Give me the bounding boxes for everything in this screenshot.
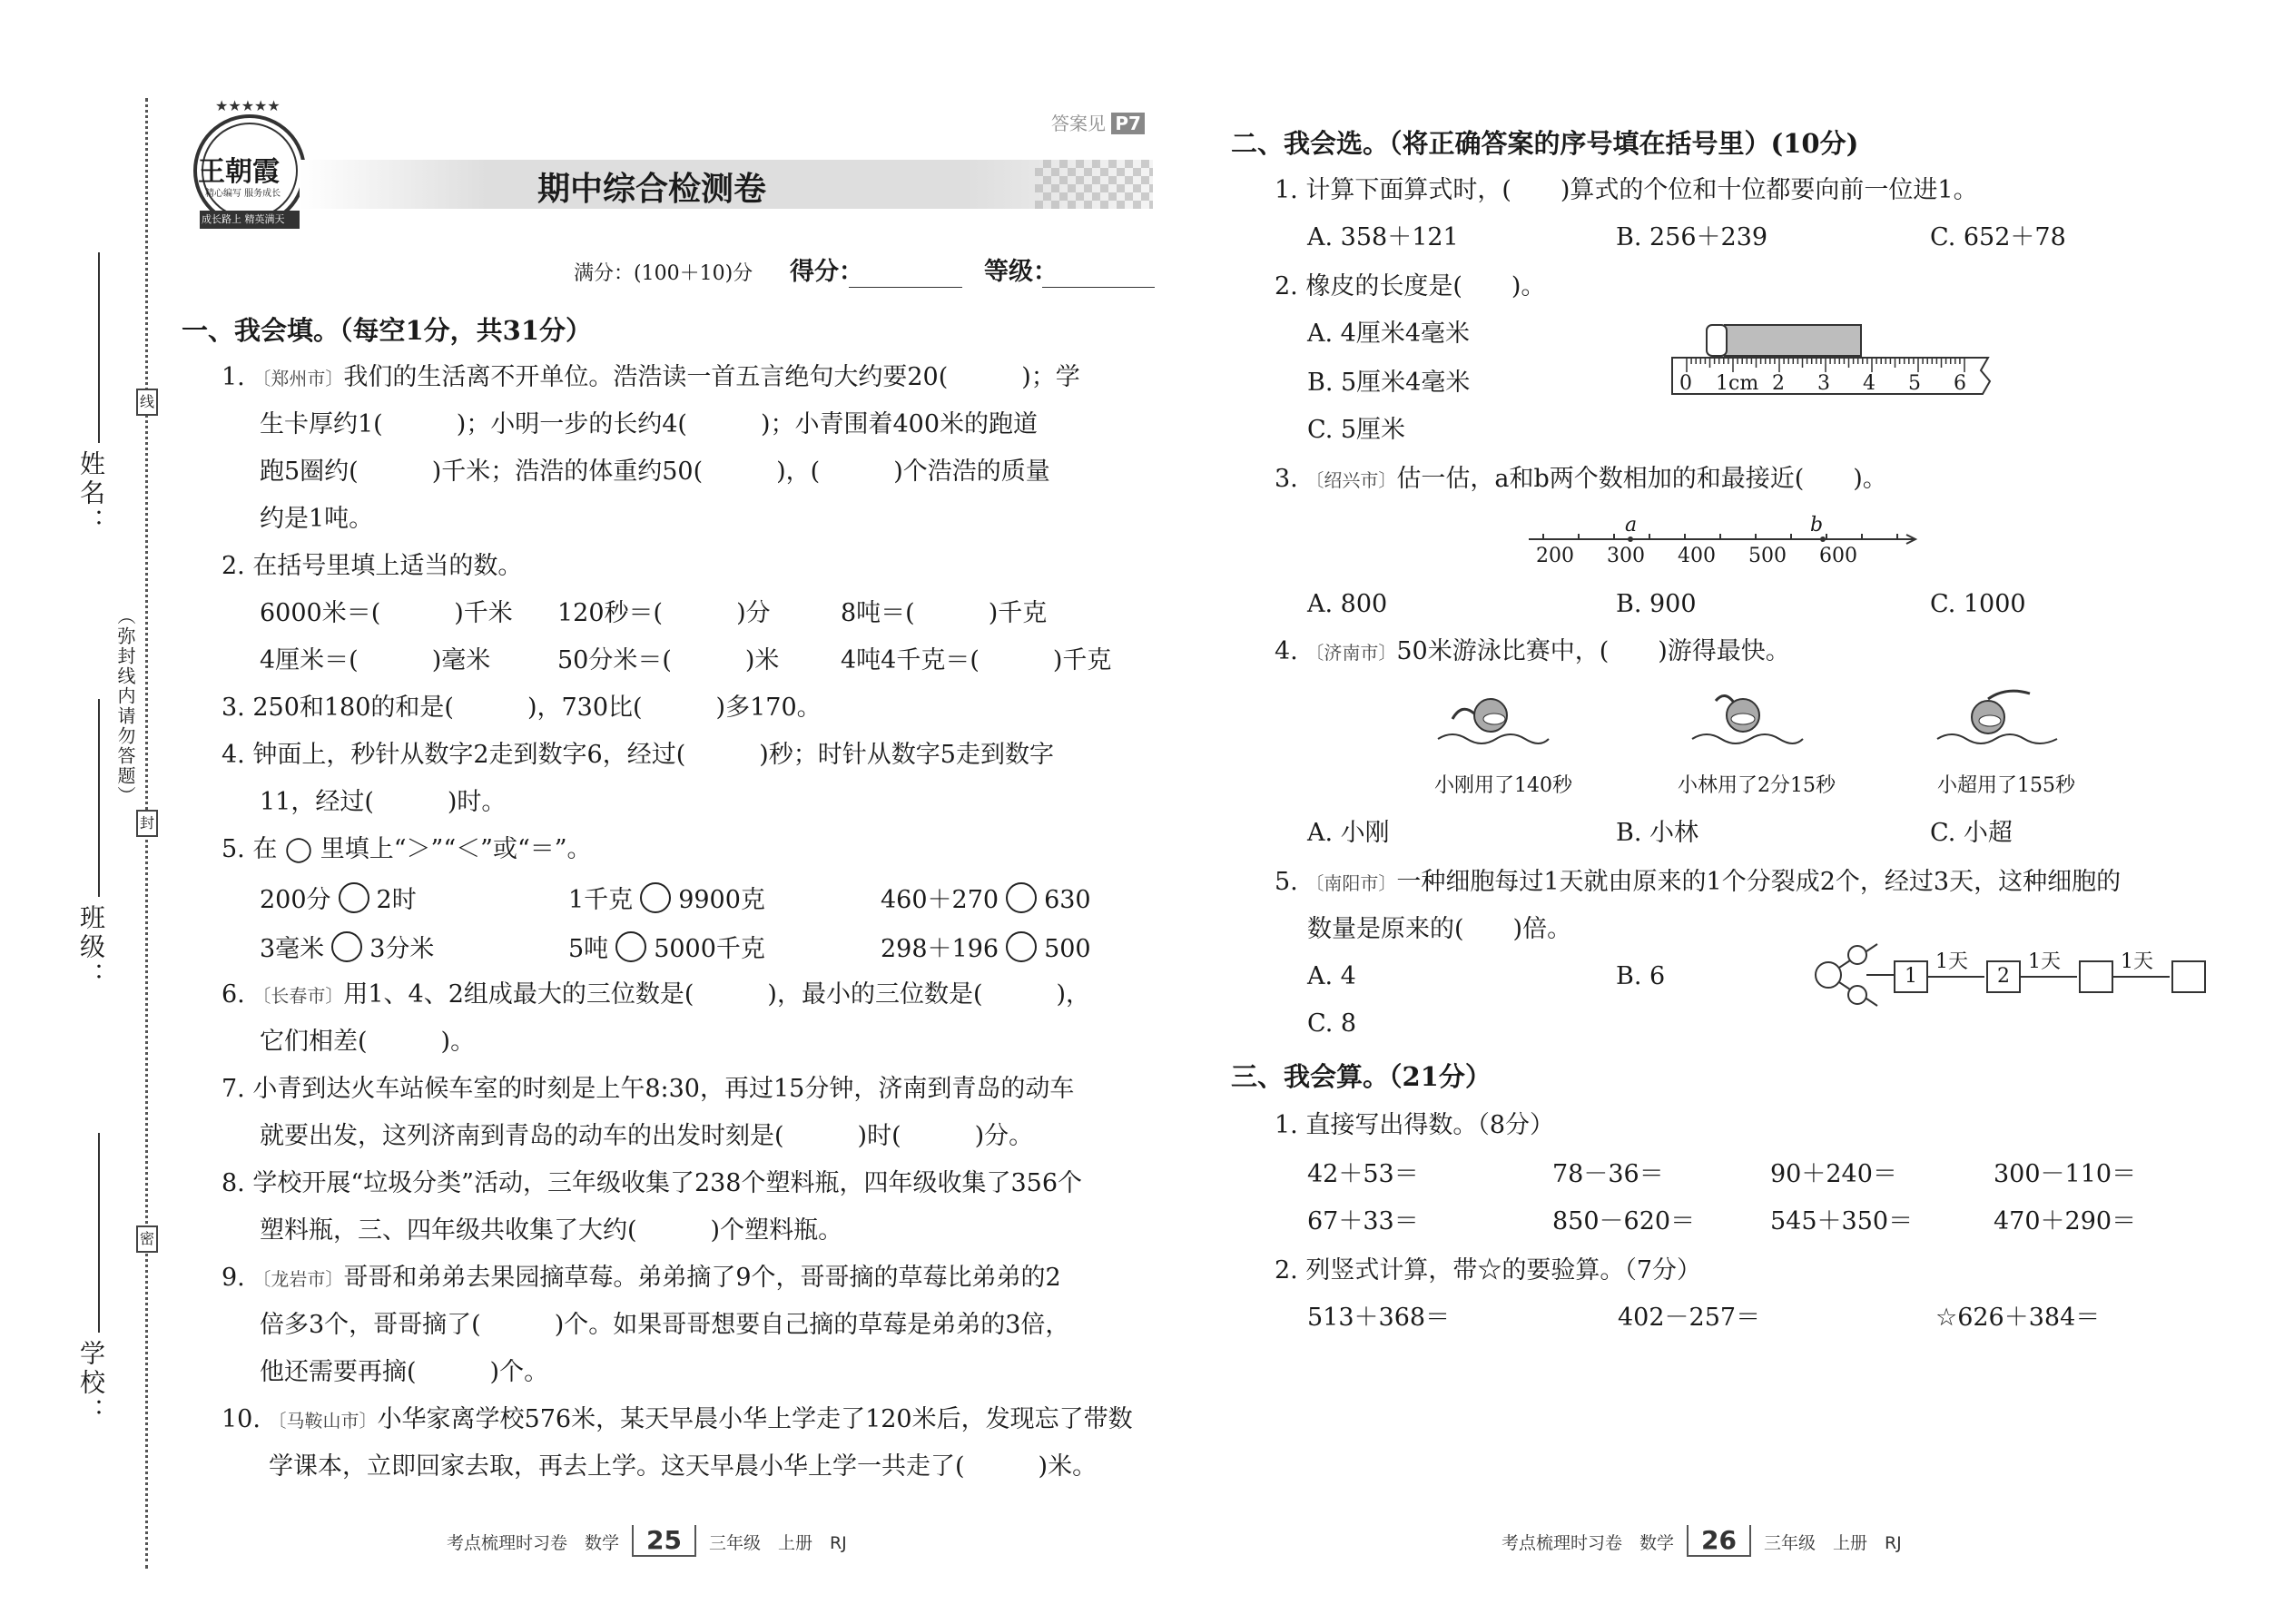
ruler-label-4: 4 — [1863, 372, 1876, 395]
swimmer-illustration — [1934, 683, 2061, 755]
class-label: 班级： — [76, 904, 106, 991]
q7-line-1: 7. 小青到达火车站候车室的时刻是上午8:30，再过15分钟，济南到青岛的动车 — [222, 1075, 1075, 1103]
q9-line-1: 9. 〔龙岩市〕哥哥和弟弟去果园摘草莓。弟弟摘了9个，哥哥摘的草莓比弟弟的2 — [222, 1264, 1061, 1292]
school-field[interactable] — [98, 1133, 100, 1333]
section1-heading: 一、我会填。（每空1分，共31分） — [182, 315, 593, 346]
swimmer-caption: 小林用了2分15秒 — [1678, 774, 1836, 797]
ruler-label-6: 6 — [1954, 372, 1966, 395]
cell-division-icon — [1812, 939, 1894, 1011]
q10-line-2: 学课本，立即回家去取，再去上学。这天早晨小华上学一共走了( )米。 — [269, 1452, 1098, 1481]
q2-item: 6000米＝( )千米 — [260, 599, 513, 627]
section3-heading: 三、我会算。（21分） — [1231, 1061, 1492, 1092]
flow-arrow — [1928, 976, 1984, 978]
calc-item: 300－110＝ — [1994, 1160, 2137, 1188]
seal-mark-2: 封 — [136, 810, 158, 837]
s2-q4-line: 4. 〔济南市〕50米游泳比赛中，( )游得最快。 — [1275, 637, 1790, 665]
option[interactable]: A. 800 — [1307, 590, 1388, 618]
s3-q1-line: 1. 直接写出得数。（8分） — [1275, 1111, 1555, 1139]
compare-circle[interactable] — [640, 882, 671, 913]
nl-label: 500 — [1748, 545, 1787, 567]
q2-item: 50分米＝( )米 — [557, 646, 780, 674]
q1-line-4: 约是1吨。 — [260, 505, 374, 533]
grade-label: 等级： — [984, 258, 1058, 286]
q1-line-2: 生卡厚约1( )；小明一步的长约4( )；小青围着400米的跑道 — [260, 410, 1039, 438]
option[interactable]: B. 6 — [1616, 962, 1666, 990]
calc-item: 545＋350＝ — [1770, 1207, 1914, 1235]
q4-line-2: 11，经过( )时。 — [260, 788, 507, 816]
vertical-calc-item: 513＋368＝ — [1307, 1304, 1451, 1332]
q9-line-3: 他还需要再摘( )个。 — [260, 1358, 549, 1386]
compare-circle[interactable] — [1006, 882, 1037, 913]
option[interactable]: C. 652＋78 — [1930, 223, 2066, 251]
swimmer-illustration — [1434, 683, 1552, 755]
q5-item: 460＋270 630 — [881, 882, 1091, 917]
class-field[interactable] — [98, 699, 100, 897]
svg-text:★★★★★: ★★★★★ — [215, 98, 281, 114]
vertical-calc-item: ☆626＋384＝ — [1935, 1304, 2101, 1332]
q5-item: 1千克 9900克 — [568, 882, 765, 917]
option[interactable]: A. 358＋121 — [1307, 223, 1459, 251]
option[interactable]: B. 256＋239 — [1616, 223, 1768, 251]
logo-motto-2: 成长路上 精英满天 — [202, 213, 285, 225]
q8-line-1: 8. 学校开展“垃圾分类”活动，三年级收集了238个塑料瓶，四年级收集了356个 — [222, 1169, 1083, 1197]
flow-label: 1天 — [2028, 950, 2061, 973]
q1-line-1: 1. 〔郑州市〕我们的生活离不开单位。浩浩读一首五言绝句大约要20( )；学 — [222, 363, 1080, 391]
q3-line: 3. 250和180的和是( )，730比( )多170。 — [222, 694, 822, 722]
q1-line-3: 跑5圈约( )千米；浩浩的体重约50( )，( )个浩浩的质量 — [260, 458, 1050, 486]
full-score: 满分：(100＋10)分 — [574, 262, 753, 285]
q10-line-1: 10. 〔马鞍山市〕小华家离学校576米，某天早晨小华上学走了120米后，发现忘了带数 — [222, 1405, 1133, 1433]
ruler-figure — [1670, 320, 1997, 410]
option[interactable]: C. 5厘米 — [1307, 416, 1406, 444]
calc-item: 470＋290＝ — [1994, 1207, 2137, 1235]
option[interactable]: C. 1000 — [1930, 590, 2026, 618]
school-label: 学校： — [76, 1340, 106, 1427]
ruler-label-0: 0 — [1679, 372, 1692, 395]
nl-label: 600 — [1819, 545, 1857, 567]
q8-line-2: 塑料瓶，三、四年级共收集了大约( )个塑料瓶。 — [260, 1216, 843, 1245]
seal-mark-1: 线 — [136, 389, 158, 416]
q6-line-1: 6. 〔长春市〕用1、4、2组成最大的三位数是( )，最小的三位数是( )， — [222, 980, 1091, 1009]
q5-item: 298＋196 500 — [881, 931, 1091, 966]
ruler-label-1: 1cm — [1716, 372, 1759, 395]
section2-heading: 二、我会选。（将正确答案的序号填在括号里）(10分) — [1231, 128, 1859, 159]
nl-label: 200 — [1536, 545, 1574, 567]
vertical-calc-item: 402－257＝ — [1618, 1304, 1761, 1332]
q2-item: 8吨＝( )千克 — [841, 599, 1048, 627]
option[interactable]: A. 小刚 — [1307, 819, 1390, 847]
calc-item: 90＋240＝ — [1770, 1160, 1897, 1188]
q4-line-1: 4. 钟面上，秒针从数字2走到数字6，经过( )秒；时针从数字5走到数字 — [222, 741, 1054, 769]
flow-box: 1 — [1894, 960, 1928, 993]
q5-item: 3毫米 3分米 — [260, 931, 434, 966]
seal-mark-3: 密 — [136, 1225, 158, 1253]
option[interactable]: A. 4厘米4毫米 — [1307, 320, 1471, 348]
number-line — [1525, 514, 1925, 559]
nl-label: 400 — [1678, 545, 1716, 567]
option[interactable]: B. 5厘米4毫米 — [1307, 369, 1471, 397]
q5-line: 5. 在 ◯ 里填上“＞”“＜”或“＝”。 — [222, 835, 592, 863]
ruler-label-3: 3 — [1817, 372, 1830, 395]
flow-box[interactable] — [2079, 960, 2113, 993]
footer-left: 考点梳理时习卷 数学 25 三年级 上册 RJ — [447, 1525, 847, 1555]
option[interactable]: A. 4 — [1307, 962, 1356, 990]
s2-q2-line: 2. 橡皮的长度是( )。 — [1275, 272, 1546, 300]
s2-q5-line-2: 数量是原来的( )倍。 — [1307, 915, 1572, 943]
flow-arrow — [2021, 976, 2077, 978]
q2-item: 4厘米＝( )毫米 — [260, 646, 491, 674]
score-field[interactable] — [849, 287, 962, 288]
calc-item: 42＋53＝ — [1307, 1160, 1419, 1188]
compare-circle[interactable] — [331, 931, 362, 962]
s2-q1-line: 1. 计算下面算式时，( )算式的个位和十位都要向前一位进1。 — [1275, 176, 1978, 204]
q6-line-2: 它们相差( )。 — [260, 1028, 476, 1056]
banner-checker — [1035, 160, 1153, 209]
calc-item: 67＋33＝ — [1307, 1207, 1419, 1235]
ruler-label-5: 5 — [1908, 372, 1921, 395]
flow-arrow — [2113, 976, 2170, 978]
logo-name: 王朝霞 — [198, 156, 280, 188]
swimmer-caption: 小超用了155秒 — [1937, 774, 2075, 797]
s2-q3-line: 3. 〔绍兴市〕估一估，a和b两个数相加的和最接近( )。 — [1275, 465, 1887, 493]
score-label: 得分： — [790, 258, 863, 286]
calc-item: 78－36＝ — [1552, 1160, 1664, 1188]
flow-label: 1天 — [1935, 950, 1968, 973]
answer-ref: 答案见 P7 — [1051, 109, 1145, 135]
compare-circle[interactable] — [615, 931, 646, 962]
q2-item: 120秒＝( )分 — [557, 599, 771, 627]
option[interactable]: C. 小超 — [1930, 819, 2013, 847]
grade-field[interactable] — [1042, 287, 1155, 288]
name-label: 姓名： — [76, 450, 106, 537]
footer-right: 考点梳理时习卷 数学 26 三年级 上册 RJ — [1501, 1525, 1902, 1555]
q2-item: 4吨4千克＝( )千克 — [841, 646, 1112, 674]
page-title: 期中综合检测卷 — [537, 171, 767, 208]
calc-item: 850－620＝ — [1552, 1207, 1696, 1235]
compare-circle[interactable] — [339, 882, 369, 913]
swimmer-caption: 小刚用了140秒 — [1434, 774, 1572, 797]
option[interactable]: C. 8 — [1307, 1009, 1357, 1038]
name-field[interactable] — [98, 252, 100, 443]
q5-item: 200分 2时 — [260, 882, 417, 917]
q9-line-2: 倍多3个，哥哥摘了( )个。如果哥哥想要自己摘的草莓是弟弟的3倍， — [260, 1311, 1070, 1339]
q2-line: 2. 在括号里填上适当的数。 — [222, 552, 523, 580]
flow-label: 1天 — [2121, 950, 2153, 973]
point-b-label: b — [1810, 514, 1824, 536]
q5-item: 5吨 5000千克 — [568, 931, 765, 966]
logo-motto-1: 精心编写 服务成长 — [205, 189, 281, 199]
q7-line-2: 就要出发，这列济南到青岛的动车的出发时刻是( )时( )分。 — [260, 1122, 1034, 1150]
point-a-label: a — [1625, 514, 1638, 536]
s2-q5-line-1: 5. 〔南阳市〕一种细胞每过1天就由原来的1个分裂成2个，经过3天，这种细胞的 — [1275, 868, 2122, 896]
seal-note: （弥封线内请勿答题） — [114, 606, 136, 806]
nl-label: 300 — [1607, 545, 1645, 567]
compare-circle[interactable] — [1006, 931, 1037, 962]
swimmer-illustration — [1689, 683, 1807, 755]
option[interactable]: B. 小林 — [1616, 819, 1699, 847]
flow-box: 2 — [1986, 960, 2021, 993]
s3-q2-line: 2. 列竖式计算，带☆的要验算。（7分） — [1275, 1256, 1702, 1284]
flow-box[interactable] — [2171, 960, 2206, 993]
option[interactable]: B. 900 — [1616, 590, 1697, 618]
ruler-label-2: 2 — [1772, 372, 1785, 395]
